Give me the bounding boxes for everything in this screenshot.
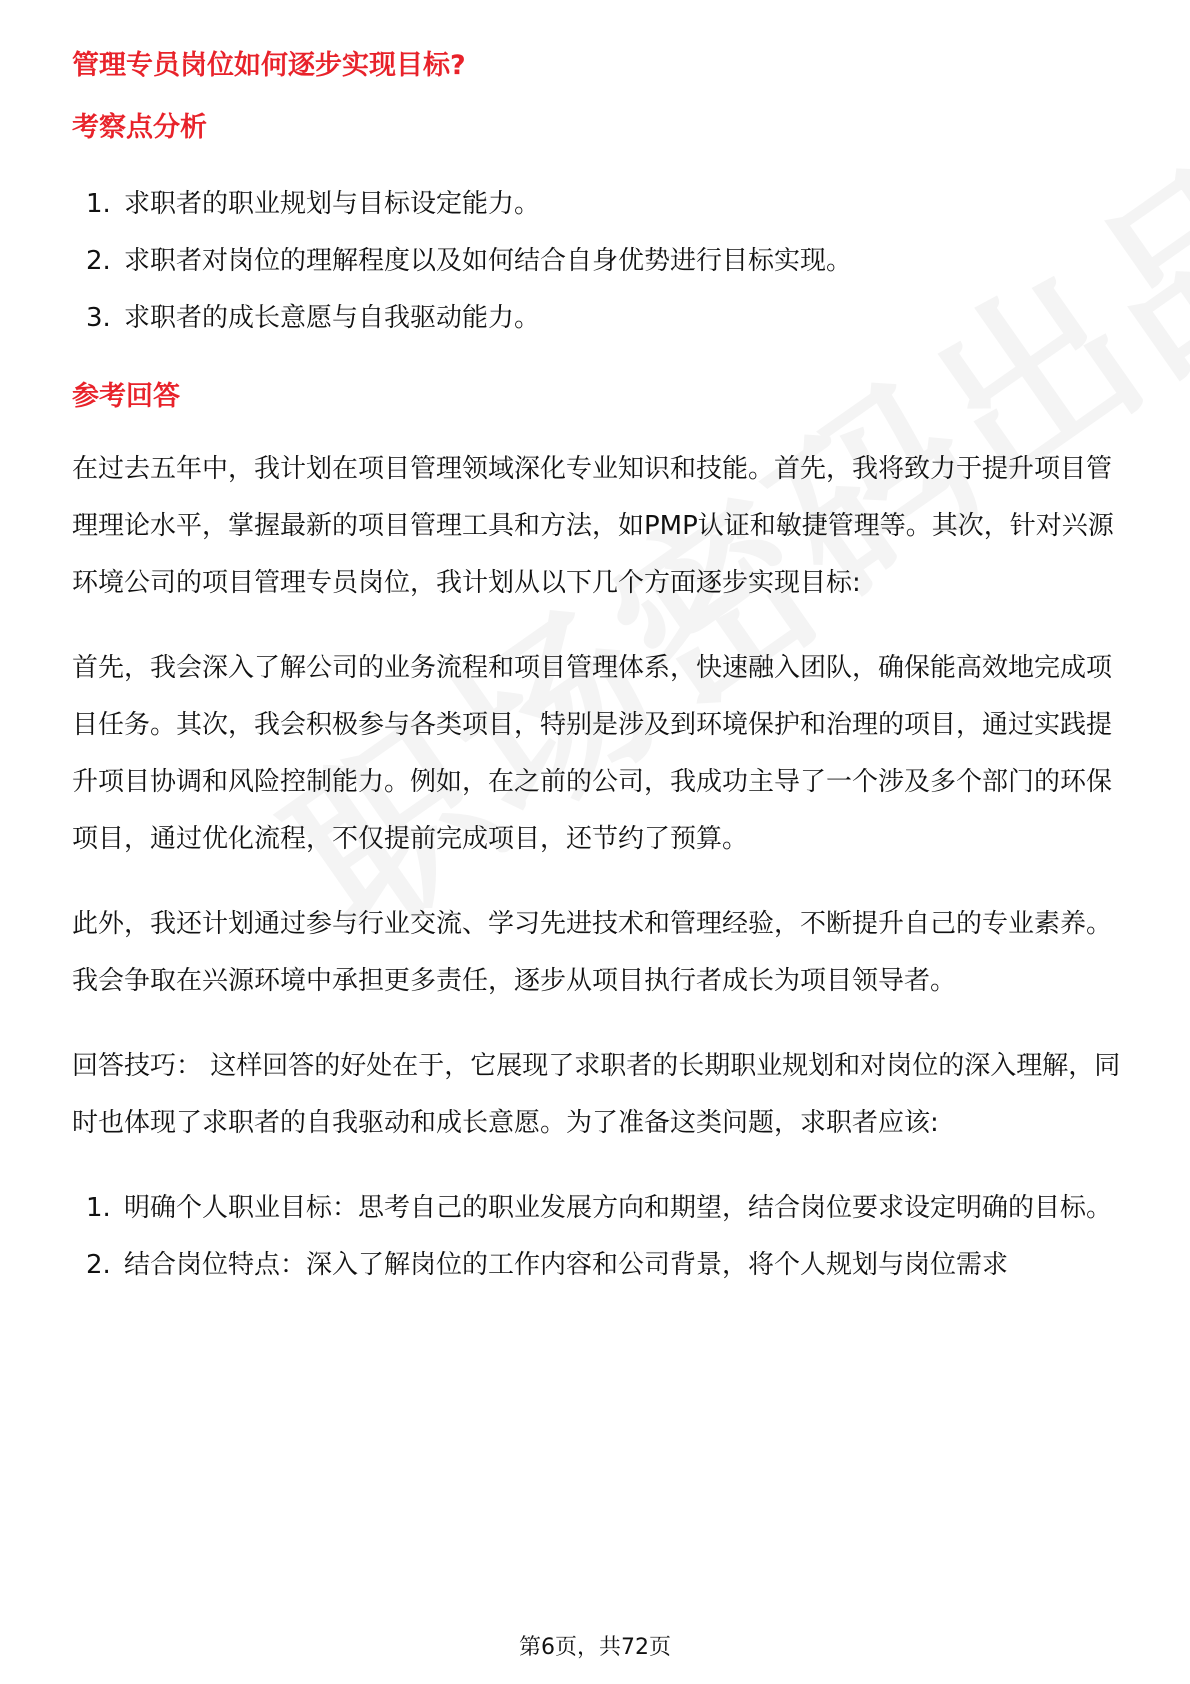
tips-intro-paragraph: 回答技巧： 这样回答的好处在于，它展现了求职者的长期职业规划和对岗位的深入理解，同时也体现了求职者的自我驱动和成长意愿。为了准备这类问题，求职者应该: — [72, 1051, 1121, 1138]
list-item — [72, 290, 1122, 347]
analysis-heading: 考察点分析 — [72, 112, 207, 143]
list-item-text: 明确个人职业目标：思考自己的职业发展方向和期望，结合岗位要求设定明确的目标。 — [124, 1193, 1113, 1223]
answer-paragraph: 此外，我还计划通过参与行业交流、学习先进技术和管理经验，不断提升自己的专业素养。我会争取在兴源环境中承担更多责任，逐步从项目执行者成长为项目领导者。 — [72, 909, 1113, 996]
question-title: 管理专员岗位如何逐步实现目标? — [72, 50, 466, 81]
list-item — [72, 1180, 1122, 1237]
list-number: 1. — [86, 1193, 111, 1223]
list-item-text: 结合岗位特点：深入了解岗位的工作内容和公司背景，将个人规划与岗位需求 — [124, 1250, 1009, 1280]
analysis-list — [72, 176, 1122, 347]
list-item — [72, 1237, 1122, 1294]
list-number: 1. — [86, 189, 111, 219]
list-number: 2. — [86, 246, 111, 276]
list-item-text: 求职者的成长意愿与自我驱动能力。 — [124, 303, 541, 333]
answer-heading: 参考回答 — [72, 381, 180, 412]
list-item-text: 求职者的职业规划与目标设定能力。 — [124, 189, 541, 219]
list-number: 3. — [86, 303, 111, 333]
list-number: 2. — [86, 1250, 111, 1280]
answer-paragraph: 在过去五年中，我计划在项目管理领域深化专业知识和技能。首先，我将致力于提升项目管理理论水平，掌握最新的项目管理工具和方法，如PMP认证和敏捷管理等。其次，针对兴源环境公司的项目管理专员岗位，我计划从以下几个方面逐步实现目标: — [72, 454, 1114, 598]
list-item — [72, 233, 1122, 290]
page-number-footer: 第6页，共72页 — [519, 1635, 671, 1660]
list-item-text: 求职者对岗位的理解程度以及如何结合自身优势进行目标实现。 — [124, 246, 853, 276]
document-content — [72, 46, 1122, 1294]
answer-paragraph: 首先，我会深入了解公司的业务流程和项目管理体系，快速融入团队，确保能高效地完成项目任务。其次，我会积极参与各类项目，特别是涉及到环境保护和治理的项目，通过实践提升项目协调和风险控制能力。例如，在之前的公司，我成功主导了一个涉及多个部门的环保项目，通过优化流程，不仅提前完成项目，还节约了预算。 — [72, 653, 1113, 854]
list-item — [72, 176, 1122, 233]
tips-list — [72, 1180, 1122, 1294]
